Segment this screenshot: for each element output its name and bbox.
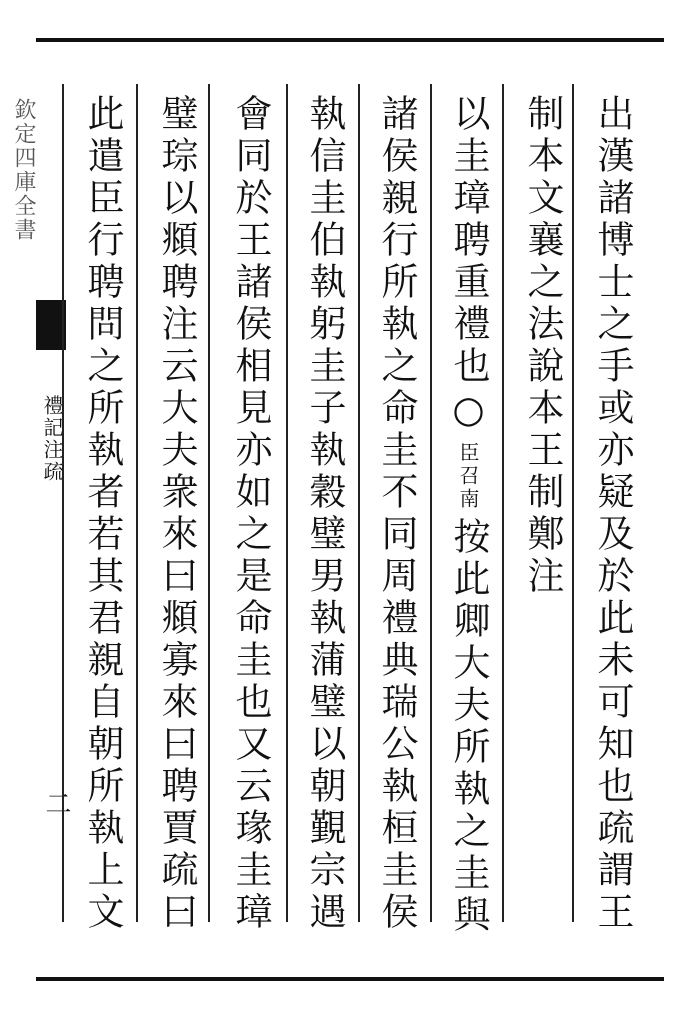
column-rule (286, 84, 288, 922)
gutter-series-title: 欽定四庫全書 (11, 98, 36, 242)
column-3-main: 以圭璋聘重禮也○ (447, 94, 490, 436)
column-rule (62, 84, 64, 922)
text-frame (36, 38, 664, 981)
editor-note: 臣召南 (456, 442, 480, 511)
column-rule (358, 84, 360, 922)
page-number: 二 (41, 790, 71, 816)
text-column-6: 會同於王諸侯相見亦如之是命圭也又云瑑圭璋 (229, 94, 272, 934)
column-rule (572, 84, 574, 922)
book-title: 禮記注疏 (40, 395, 64, 483)
text-column-2: 制本文襄之法說本王制鄭注 (521, 94, 564, 598)
column-3-continuation: 按此卿大夫所執之圭與 (447, 517, 490, 937)
column-rule (136, 84, 138, 922)
text-column-3 (446, 94, 490, 937)
text-column-8: 此遣臣行聘問之所執者若其君親自朝所執上文 (81, 94, 124, 934)
text-column-7: 璧琮以頫聘注云大夫衆來曰頫寡來曰聘賈疏曰 (155, 94, 198, 934)
column-rule (430, 84, 432, 922)
text-column-1: 出漢諸博士之手或亦疑及於此未可知也疏謂王 (591, 94, 634, 934)
text-column-5: 執信圭伯執躬圭子執穀璧男執蒲璧以朝覲宗遇 (303, 94, 346, 934)
page-gutter (0, 38, 36, 973)
column-rule (208, 84, 210, 922)
column-rule (502, 84, 504, 922)
text-column-4: 諸侯親行所執之命圭不同周禮典瑞公執桓圭侯 (375, 94, 418, 934)
